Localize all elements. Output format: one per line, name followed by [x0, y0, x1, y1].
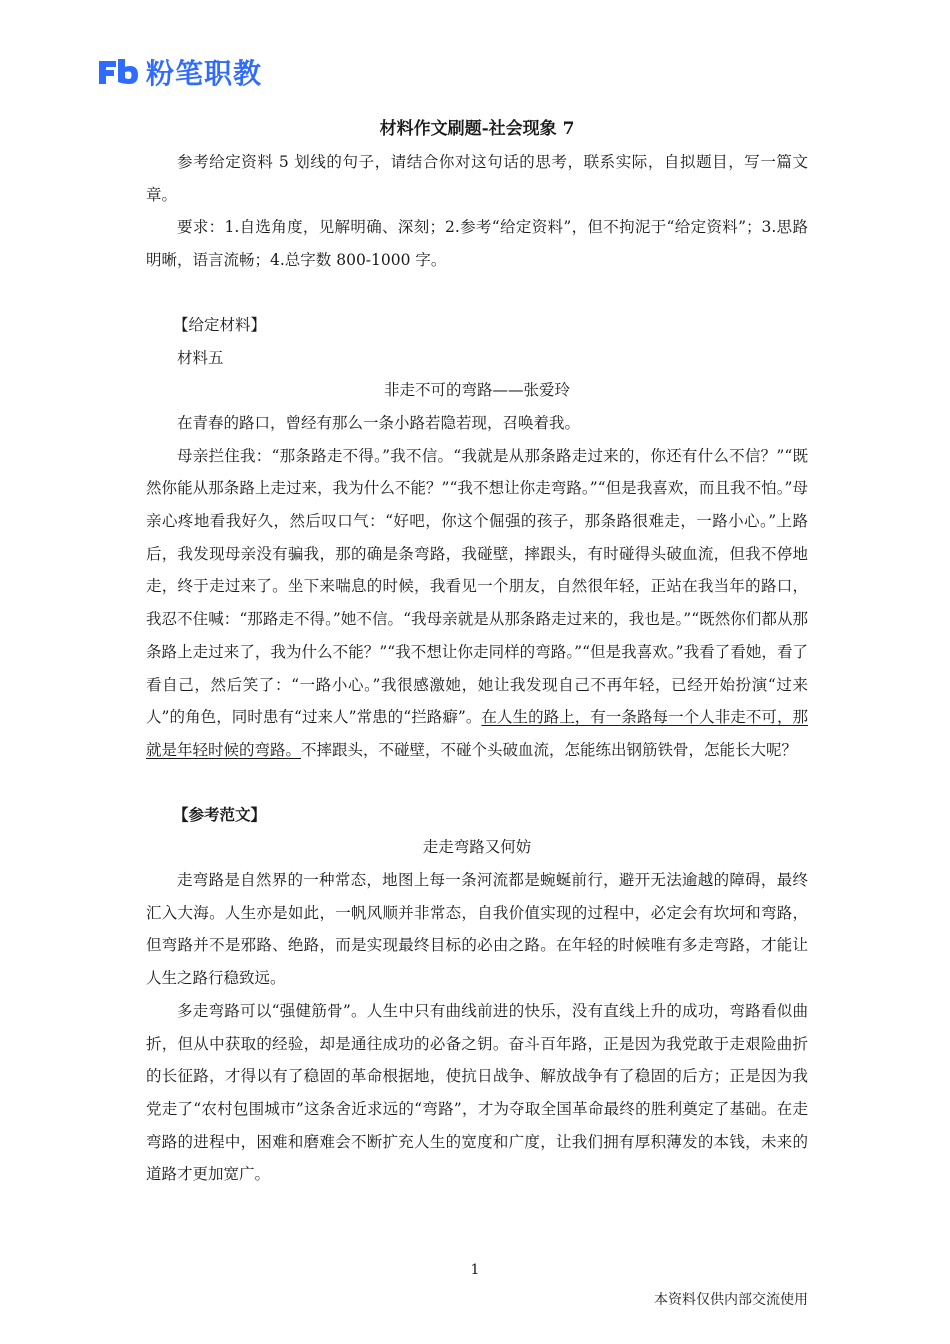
material-paragraph-1: 在青春的路口，曾经有那么一条小路若隐若现，召唤着我。	[177, 413, 581, 432]
logo-text: 粉笔职教	[146, 57, 263, 90]
article-title: 非走不可的弯路——张爱玲	[383, 381, 570, 400]
underlined-sentence: 在人生的路上，有一条路每一个人非走不可，那就是年轻时候的弯路。	[146, 708, 808, 759]
brand-logo	[96, 52, 262, 92]
page-number: 1	[470, 1262, 480, 1278]
fenbi-logo-icon	[96, 57, 140, 87]
given-material-heading: 【给定材料】	[173, 315, 267, 334]
footer-note: 本资料仅供内部交流使用	[654, 1292, 808, 1308]
requirements: 要求：1.自选角度，见解明确、深刻；2.参考“给定资料”，但不拘泥于“给定资料”；3.思路明晰，语言流畅；4.总字数 800-1000 字。	[146, 218, 808, 270]
essay-paragraph-2: 多走弯路可以“强健筋骨”。人生中只有曲线前进的快乐，没有直线上升的成功，弯路看似曲折，但从中获取的经验，却是通往成功的必备之钥。奋斗百年路，正是因为我党敢于走艰险曲折的长征路，才得以有了稳固的革命根据地，使抗日战争、解放战争有了稳固的后方；正是因为我党走了“农村包围城市”这条舍近求远的“弯路”，才为夺取全国革命最终的胜利奠定了基础。在走弯路的进程中，困难和磨难会不断扩充人生的宽度和广度，让我们拥有厚积薄发的本钱，未来的道路才更加宽广。	[146, 1001, 808, 1184]
material-paragraph-2	[146, 440, 808, 767]
reference-essay-heading: 【参考范文】	[173, 804, 267, 824]
paragraph-text: 母亲拦住我：“那条路走不得。”我不信。“我就是从那条路走过来的，你还有什么不信？”“既然你能从那条路上走过来，我为什么不能？”“我不想让你走弯路。”“但是我喜欢，而且我不怕。”母亲心疼地看我好久，然后叹口气：“好吧，你这个倔强的孩子，那条路很难走，一路小心。”上路后，我发现母亲没有骗我，那的确是条弯路，我碰壁，摔跟头，有时碰得头破血流，但我不停地走，终于走过来了。坐下来喘息的时候，我看见一个朋友，自然很年轻，正站在我当年的路口，我忍不住喊：“那路走不得。”她不信。“我母亲就是从那条路走过来的，我也是。”“既然你们都从那条路上走过来了，我为什么不能？”“我不想让你走同样的弯路。”“但是我喜欢。”我看了看她，看了看自己，然后笑了：“一路小心。”我很感激她，她让我发现自己不再年轻，已经开始扮演“过来人”的角色，同时患有“过来人”常患的“拦路癖”。	[146, 446, 808, 727]
essay-title: 走走弯路又何妨	[422, 838, 532, 857]
document-body	[146, 112, 808, 1191]
document-title: 材料作文刷题-社会现象 7	[379, 119, 575, 139]
question-prompt: 参考给定资料 5 划线的句子，请结合你对这句话的思考，联系实际，自拟题目，写一篇文章。	[146, 153, 808, 204]
material-label: 材料五	[177, 348, 224, 367]
paragraph-text-end: 不摔跟头，不碰壁，不碰个头破血流，怎能练出钢筋铁骨，怎能长大呢？	[301, 740, 798, 759]
essay-paragraph-1: 走弯路是自然界的一种常态，地图上每一条河流都是蜿蜒前行，避开无法逾越的障碍，最终汇入大海。人生亦是如此，一帆风顺并非常态，自我价值实现的过程中，必定会有坎坷和弯路，但弯路并不是邪路、绝路，而是实现最终目标的必由之路。在年轻的时候唯有多走弯路，才能让人生之路行稳致远。	[146, 871, 808, 988]
